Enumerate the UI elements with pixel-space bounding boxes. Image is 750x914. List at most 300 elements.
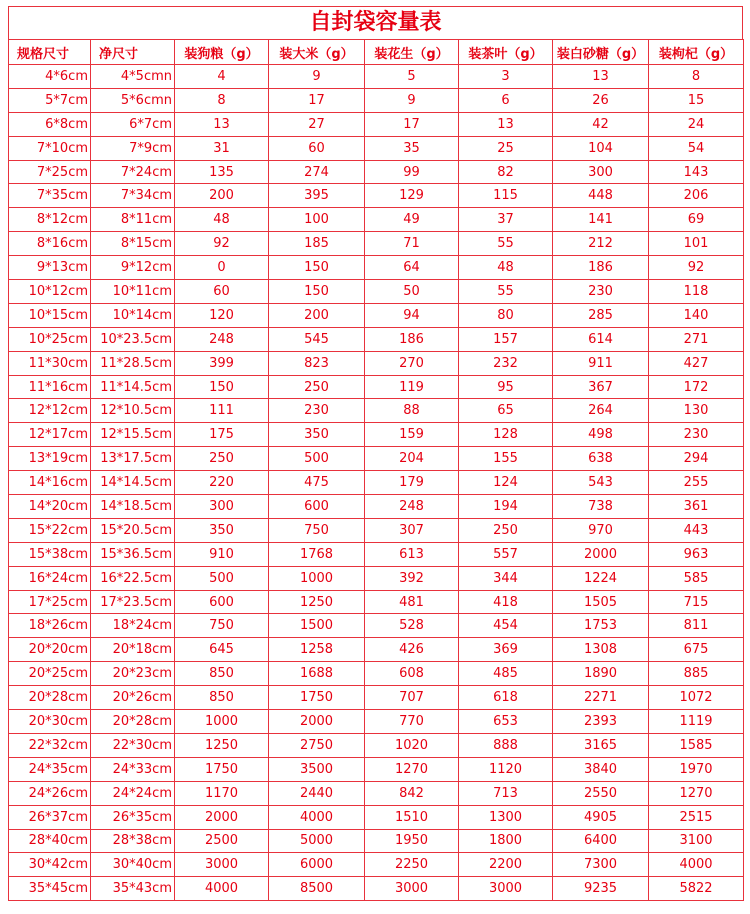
net-size-cell: 10*14cm (91, 303, 175, 327)
table-row (9, 112, 744, 136)
peanut-cell: 50 (365, 280, 459, 304)
tea-cell: 95 (459, 375, 553, 399)
peanut-cell: 248 (365, 495, 459, 519)
tea-cell: 1800 (459, 829, 553, 853)
peanut-cell: 9 (365, 88, 459, 112)
dog-food-cell: 120 (175, 303, 269, 327)
goji-cell: 811 (649, 614, 744, 638)
rice-cell: 2440 (269, 781, 365, 805)
table-row (9, 65, 744, 89)
sugar-cell: 1753 (553, 614, 649, 638)
table-row (9, 542, 744, 566)
goji-cell: 5822 (649, 877, 744, 901)
tea-cell: 454 (459, 614, 553, 638)
peanut-cell: 64 (365, 256, 459, 280)
net-size-cell: 20*28cm (91, 710, 175, 734)
dog-food-cell: 2000 (175, 805, 269, 829)
spec-size-cell: 8*16cm (9, 232, 91, 256)
tea-cell: 48 (459, 256, 553, 280)
peanut-cell: 204 (365, 447, 459, 471)
sugar-cell: 104 (553, 136, 649, 160)
sugar-cell: 26 (553, 88, 649, 112)
spec-size-cell: 20*25cm (9, 662, 91, 686)
table-row (9, 423, 744, 447)
peanut-cell: 186 (365, 327, 459, 351)
goji-cell: 130 (649, 399, 744, 423)
net-size-cell: 7*24cm (91, 160, 175, 184)
peanut-cell: 49 (365, 208, 459, 232)
goji-cell: 206 (649, 184, 744, 208)
goji-cell: 2515 (649, 805, 744, 829)
tea-cell: 369 (459, 638, 553, 662)
rice-cell: 250 (269, 375, 365, 399)
peanut-cell: 35 (365, 136, 459, 160)
table-row (9, 303, 744, 327)
spec-size-cell: 5*7cm (9, 88, 91, 112)
table-body (9, 65, 744, 901)
col-header-sugar: 装白砂糖（g） (553, 40, 649, 65)
table-row (9, 638, 744, 662)
goji-cell: 675 (649, 638, 744, 662)
header-row (9, 40, 744, 65)
spec-size-cell: 35*45cm (9, 877, 91, 901)
tea-cell: 157 (459, 327, 553, 351)
spec-size-cell: 9*13cm (9, 256, 91, 280)
col-header-spec-size: 规格尺寸 (9, 40, 91, 65)
goji-cell: 361 (649, 495, 744, 519)
sugar-cell: 543 (553, 471, 649, 495)
sugar-cell: 300 (553, 160, 649, 184)
goji-cell: 54 (649, 136, 744, 160)
net-size-cell: 28*38cm (91, 829, 175, 853)
peanut-cell: 270 (365, 351, 459, 375)
sugar-cell: 230 (553, 280, 649, 304)
table-row (9, 184, 744, 208)
dog-food-cell: 111 (175, 399, 269, 423)
dog-food-cell: 8 (175, 88, 269, 112)
spec-size-cell: 8*12cm (9, 208, 91, 232)
sugar-cell: 911 (553, 351, 649, 375)
rice-cell: 1768 (269, 542, 365, 566)
tea-cell: 124 (459, 471, 553, 495)
tea-cell: 250 (459, 518, 553, 542)
net-size-cell: 8*11cm (91, 208, 175, 232)
tea-cell: 55 (459, 232, 553, 256)
peanut-cell: 707 (365, 686, 459, 710)
table-row (9, 375, 744, 399)
spec-size-cell: 7*10cm (9, 136, 91, 160)
tea-cell: 25 (459, 136, 553, 160)
spec-size-cell: 24*35cm (9, 757, 91, 781)
table-row (9, 686, 744, 710)
goji-cell: 715 (649, 590, 744, 614)
net-size-cell: 22*30cm (91, 733, 175, 757)
peanut-cell: 1950 (365, 829, 459, 853)
sugar-cell: 186 (553, 256, 649, 280)
sugar-cell: 1308 (553, 638, 649, 662)
rice-cell: 9 (269, 65, 365, 89)
net-size-cell: 9*12cm (91, 256, 175, 280)
rice-cell: 2750 (269, 733, 365, 757)
dog-food-cell: 175 (175, 423, 269, 447)
net-size-cell: 20*18cm (91, 638, 175, 662)
goji-cell: 271 (649, 327, 744, 351)
net-size-cell: 15*36.5cm (91, 542, 175, 566)
tea-cell: 155 (459, 447, 553, 471)
table-row (9, 280, 744, 304)
spec-size-cell: 20*30cm (9, 710, 91, 734)
peanut-cell: 608 (365, 662, 459, 686)
table-row (9, 757, 744, 781)
rice-cell: 60 (269, 136, 365, 160)
sugar-cell: 6400 (553, 829, 649, 853)
net-size-cell: 26*35cm (91, 805, 175, 829)
tea-cell: 653 (459, 710, 553, 734)
spec-size-cell: 22*32cm (9, 733, 91, 757)
peanut-cell: 5 (365, 65, 459, 89)
net-size-cell: 24*24cm (91, 781, 175, 805)
sugar-cell: 3165 (553, 733, 649, 757)
tea-cell: 194 (459, 495, 553, 519)
net-size-cell: 16*22.5cm (91, 566, 175, 590)
spec-size-cell: 15*38cm (9, 542, 91, 566)
spec-size-cell: 30*42cm (9, 853, 91, 877)
table-row (9, 853, 744, 877)
peanut-cell: 119 (365, 375, 459, 399)
peanut-cell: 99 (365, 160, 459, 184)
net-size-cell: 8*15cm (91, 232, 175, 256)
goji-cell: 294 (649, 447, 744, 471)
spec-size-cell: 6*8cm (9, 112, 91, 136)
net-size-cell: 17*23.5cm (91, 590, 175, 614)
goji-cell: 963 (649, 542, 744, 566)
spec-size-cell: 26*37cm (9, 805, 91, 829)
net-size-cell: 11*28.5cm (91, 351, 175, 375)
table-row (9, 399, 744, 423)
net-size-cell: 14*14.5cm (91, 471, 175, 495)
net-size-cell: 11*14.5cm (91, 375, 175, 399)
dog-food-cell: 850 (175, 686, 269, 710)
goji-cell: 143 (649, 160, 744, 184)
table-row (9, 710, 744, 734)
table-row (9, 566, 744, 590)
rice-cell: 17 (269, 88, 365, 112)
tea-cell: 1120 (459, 757, 553, 781)
tea-cell: 713 (459, 781, 553, 805)
table-row (9, 518, 744, 542)
tea-cell: 115 (459, 184, 553, 208)
dog-food-cell: 60 (175, 280, 269, 304)
dog-food-cell: 1750 (175, 757, 269, 781)
capacity-table (8, 39, 744, 901)
sugar-cell: 2271 (553, 686, 649, 710)
rice-cell: 1258 (269, 638, 365, 662)
dog-food-cell: 399 (175, 351, 269, 375)
tea-cell: 128 (459, 423, 553, 447)
sugar-cell: 141 (553, 208, 649, 232)
table-row (9, 662, 744, 686)
tea-cell: 557 (459, 542, 553, 566)
peanut-cell: 1020 (365, 733, 459, 757)
spec-size-cell: 11*30cm (9, 351, 91, 375)
net-size-cell: 4*5cmn (91, 65, 175, 89)
peanut-cell: 94 (365, 303, 459, 327)
table-row (9, 733, 744, 757)
col-header-tea: 装茶叶（g） (459, 40, 553, 65)
rice-cell: 823 (269, 351, 365, 375)
rice-cell: 100 (269, 208, 365, 232)
spec-size-cell: 20*28cm (9, 686, 91, 710)
spec-size-cell: 10*25cm (9, 327, 91, 351)
dog-food-cell: 135 (175, 160, 269, 184)
dog-food-cell: 13 (175, 112, 269, 136)
col-header-net-size: 净尺寸 (91, 40, 175, 65)
tea-cell: 80 (459, 303, 553, 327)
spec-size-cell: 4*6cm (9, 65, 91, 89)
peanut-cell: 770 (365, 710, 459, 734)
rice-cell: 1250 (269, 590, 365, 614)
table-row (9, 208, 744, 232)
goji-cell: 1970 (649, 757, 744, 781)
dog-food-cell: 645 (175, 638, 269, 662)
table-row (9, 495, 744, 519)
dog-food-cell: 3000 (175, 853, 269, 877)
rice-cell: 150 (269, 280, 365, 304)
dog-food-cell: 200 (175, 184, 269, 208)
peanut-cell: 481 (365, 590, 459, 614)
peanut-cell: 3000 (365, 877, 459, 901)
capacity-sheet (8, 6, 743, 901)
col-header-peanut: 装花生（g） (365, 40, 459, 65)
tea-cell: 1300 (459, 805, 553, 829)
peanut-cell: 426 (365, 638, 459, 662)
peanut-cell: 613 (365, 542, 459, 566)
spec-size-cell: 20*20cm (9, 638, 91, 662)
net-size-cell: 10*11cm (91, 280, 175, 304)
rice-cell: 185 (269, 232, 365, 256)
rice-cell: 1000 (269, 566, 365, 590)
tea-cell: 13 (459, 112, 553, 136)
sugar-cell: 4905 (553, 805, 649, 829)
goji-cell: 443 (649, 518, 744, 542)
rice-cell: 230 (269, 399, 365, 423)
net-size-cell: 35*43cm (91, 877, 175, 901)
net-size-cell: 6*7cm (91, 112, 175, 136)
spec-size-cell: 14*20cm (9, 495, 91, 519)
spec-size-cell: 24*26cm (9, 781, 91, 805)
sugar-cell: 738 (553, 495, 649, 519)
col-header-rice: 装大米（g） (269, 40, 365, 65)
goji-cell: 230 (649, 423, 744, 447)
peanut-cell: 129 (365, 184, 459, 208)
dog-food-cell: 350 (175, 518, 269, 542)
rice-cell: 5000 (269, 829, 365, 853)
tea-cell: 3000 (459, 877, 553, 901)
rice-cell: 200 (269, 303, 365, 327)
table-row (9, 256, 744, 280)
tea-cell: 2200 (459, 853, 553, 877)
net-size-cell: 18*24cm (91, 614, 175, 638)
dog-food-cell: 1250 (175, 733, 269, 757)
goji-cell: 4000 (649, 853, 744, 877)
sugar-cell: 2000 (553, 542, 649, 566)
dog-food-cell: 220 (175, 471, 269, 495)
net-size-cell: 13*17.5cm (91, 447, 175, 471)
goji-cell: 1119 (649, 710, 744, 734)
dog-food-cell: 92 (175, 232, 269, 256)
sugar-cell: 1505 (553, 590, 649, 614)
col-header-goji: 装枸杞（g） (649, 40, 744, 65)
table-row (9, 781, 744, 805)
net-size-cell: 14*18.5cm (91, 495, 175, 519)
peanut-cell: 842 (365, 781, 459, 805)
dog-food-cell: 600 (175, 590, 269, 614)
peanut-cell: 2250 (365, 853, 459, 877)
sugar-cell: 970 (553, 518, 649, 542)
col-header-dog-food: 装狗粮（g） (175, 40, 269, 65)
rice-cell: 750 (269, 518, 365, 542)
net-size-cell: 30*40cm (91, 853, 175, 877)
sugar-cell: 2393 (553, 710, 649, 734)
spec-size-cell: 14*16cm (9, 471, 91, 495)
table-row (9, 877, 744, 901)
goji-cell: 1585 (649, 733, 744, 757)
sugar-cell: 3840 (553, 757, 649, 781)
table-row (9, 136, 744, 160)
rice-cell: 1688 (269, 662, 365, 686)
goji-cell: 15 (649, 88, 744, 112)
goji-cell: 172 (649, 375, 744, 399)
sugar-cell: 264 (553, 399, 649, 423)
dog-food-cell: 500 (175, 566, 269, 590)
peanut-cell: 307 (365, 518, 459, 542)
tea-cell: 82 (459, 160, 553, 184)
rice-cell: 545 (269, 327, 365, 351)
rice-cell: 475 (269, 471, 365, 495)
goji-cell: 92 (649, 256, 744, 280)
dog-food-cell: 850 (175, 662, 269, 686)
peanut-cell: 1270 (365, 757, 459, 781)
table-row (9, 614, 744, 638)
table-row (9, 471, 744, 495)
tea-cell: 3 (459, 65, 553, 89)
goji-cell: 1072 (649, 686, 744, 710)
table-title: 自封袋容量表 (8, 6, 743, 39)
rice-cell: 500 (269, 447, 365, 471)
table-row (9, 805, 744, 829)
tea-cell: 6 (459, 88, 553, 112)
spec-size-cell: 13*19cm (9, 447, 91, 471)
goji-cell: 585 (649, 566, 744, 590)
goji-cell: 118 (649, 280, 744, 304)
spec-size-cell: 10*15cm (9, 303, 91, 327)
peanut-cell: 392 (365, 566, 459, 590)
net-size-cell: 20*23cm (91, 662, 175, 686)
goji-cell: 24 (649, 112, 744, 136)
spec-size-cell: 7*25cm (9, 160, 91, 184)
goji-cell: 140 (649, 303, 744, 327)
tea-cell: 55 (459, 280, 553, 304)
table-row (9, 232, 744, 256)
sugar-cell: 2550 (553, 781, 649, 805)
sugar-cell: 638 (553, 447, 649, 471)
spec-size-cell: 15*22cm (9, 518, 91, 542)
goji-cell: 101 (649, 232, 744, 256)
peanut-cell: 159 (365, 423, 459, 447)
dog-food-cell: 1170 (175, 781, 269, 805)
net-size-cell: 15*20.5cm (91, 518, 175, 542)
dog-food-cell: 2500 (175, 829, 269, 853)
sugar-cell: 212 (553, 232, 649, 256)
rice-cell: 2000 (269, 710, 365, 734)
rice-cell: 600 (269, 495, 365, 519)
sugar-cell: 42 (553, 112, 649, 136)
sugar-cell: 1224 (553, 566, 649, 590)
dog-food-cell: 248 (175, 327, 269, 351)
spec-size-cell: 17*25cm (9, 590, 91, 614)
tea-cell: 232 (459, 351, 553, 375)
tea-cell: 618 (459, 686, 553, 710)
spec-size-cell: 7*35cm (9, 184, 91, 208)
table-row (9, 88, 744, 112)
rice-cell: 3500 (269, 757, 365, 781)
spec-size-cell: 11*16cm (9, 375, 91, 399)
spec-size-cell: 16*24cm (9, 566, 91, 590)
net-size-cell: 12*10.5cm (91, 399, 175, 423)
sugar-cell: 9235 (553, 877, 649, 901)
net-size-cell: 7*9cm (91, 136, 175, 160)
dog-food-cell: 750 (175, 614, 269, 638)
net-size-cell: 5*6cmn (91, 88, 175, 112)
goji-cell: 3100 (649, 829, 744, 853)
dog-food-cell: 0 (175, 256, 269, 280)
rice-cell: 350 (269, 423, 365, 447)
spec-size-cell: 12*17cm (9, 423, 91, 447)
table-row (9, 829, 744, 853)
net-size-cell: 7*34cm (91, 184, 175, 208)
peanut-cell: 528 (365, 614, 459, 638)
dog-food-cell: 31 (175, 136, 269, 160)
rice-cell: 6000 (269, 853, 365, 877)
rice-cell: 274 (269, 160, 365, 184)
goji-cell: 255 (649, 471, 744, 495)
net-size-cell: 20*26cm (91, 686, 175, 710)
spec-size-cell: 10*12cm (9, 280, 91, 304)
dog-food-cell: 48 (175, 208, 269, 232)
table-row (9, 327, 744, 351)
rice-cell: 150 (269, 256, 365, 280)
table-row (9, 160, 744, 184)
dog-food-cell: 4 (175, 65, 269, 89)
net-size-cell: 24*33cm (91, 757, 175, 781)
spec-size-cell: 28*40cm (9, 829, 91, 853)
dog-food-cell: 4000 (175, 877, 269, 901)
sugar-cell: 367 (553, 375, 649, 399)
peanut-cell: 88 (365, 399, 459, 423)
tea-cell: 37 (459, 208, 553, 232)
dog-food-cell: 250 (175, 447, 269, 471)
tea-cell: 418 (459, 590, 553, 614)
tea-cell: 65 (459, 399, 553, 423)
rice-cell: 27 (269, 112, 365, 136)
peanut-cell: 17 (365, 112, 459, 136)
peanut-cell: 1510 (365, 805, 459, 829)
tea-cell: 888 (459, 733, 553, 757)
tea-cell: 344 (459, 566, 553, 590)
goji-cell: 8 (649, 65, 744, 89)
sugar-cell: 448 (553, 184, 649, 208)
sugar-cell: 285 (553, 303, 649, 327)
